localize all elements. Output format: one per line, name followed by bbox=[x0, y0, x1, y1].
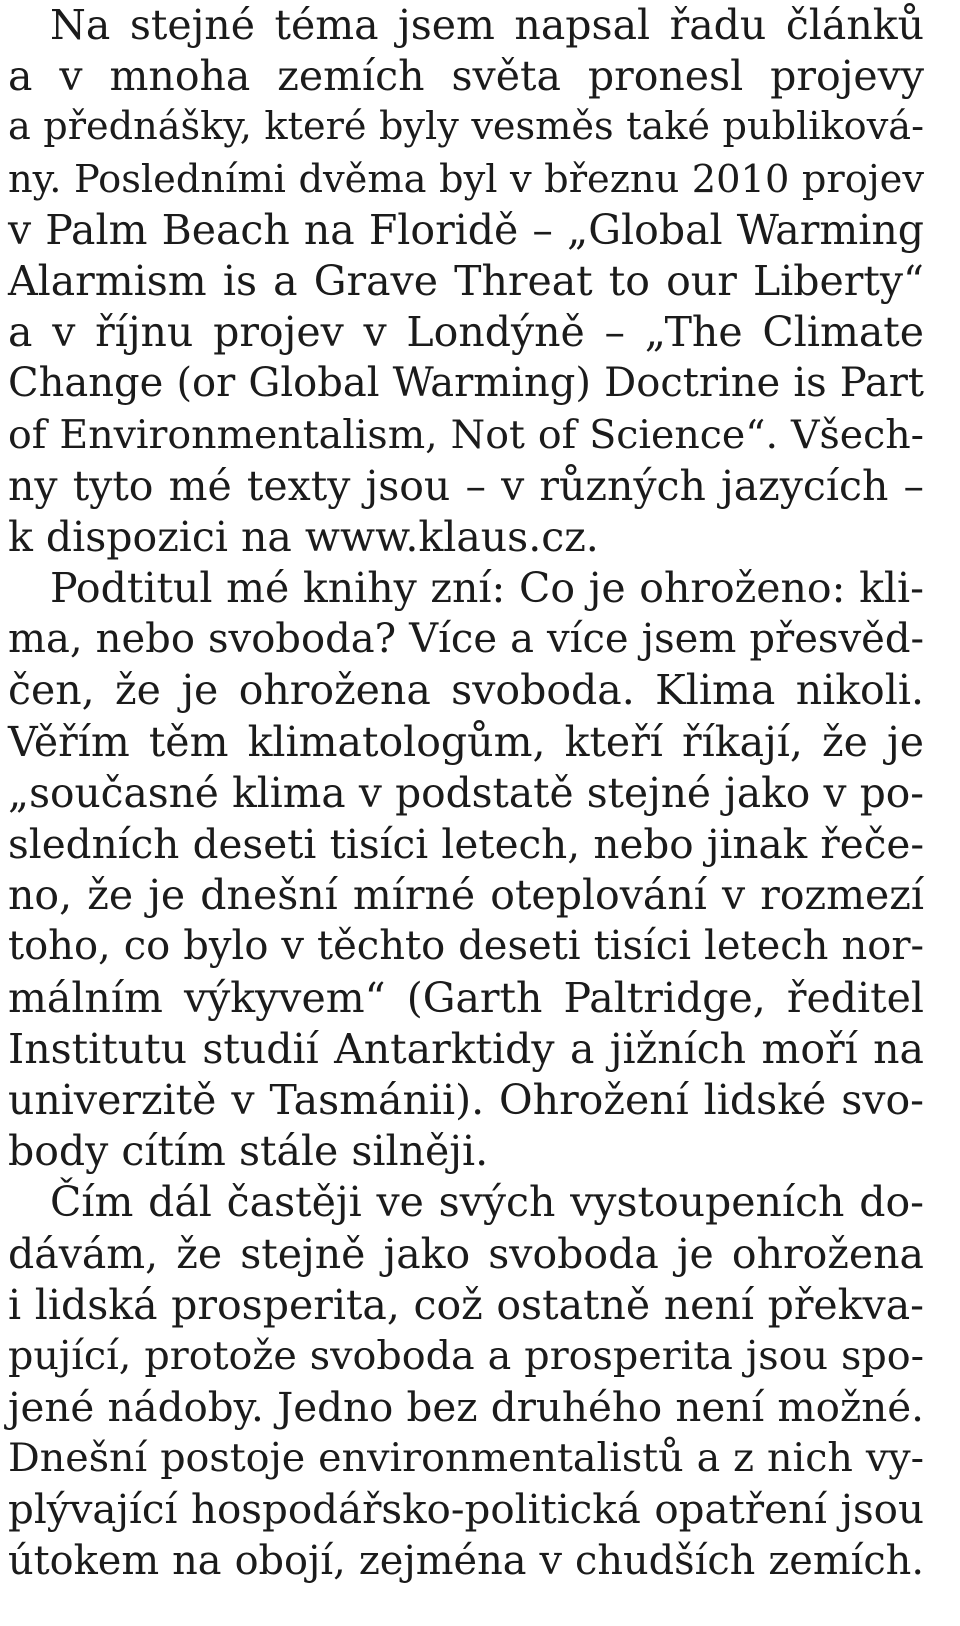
text-line: jené nádoby. Jedno bez druhého není možné. bbox=[8, 1384, 924, 1432]
text-line: dávám, že stejně jako svoboda je ohrožena bbox=[8, 1229, 924, 1278]
text-line: v Palm Beach na Floridě – „Global Warming bbox=[8, 205, 924, 254]
text-line: ny. Posledními dvěma byl v březnu 2010 projev bbox=[8, 156, 924, 202]
text-line: Věřím těm klimatologům, kteří říkají, že je bbox=[8, 717, 924, 766]
text-line: Na stejné téma jsem napsal řadu článků bbox=[50, 1, 924, 49]
text-line: sledních deseti tisíci letech, nebo jinak řeče- bbox=[8, 820, 924, 868]
text-line: k dispozici na www.klaus.cz. bbox=[8, 512, 599, 561]
text-line: málním výkyvem“ (Garth Paltridge, ředitel bbox=[8, 973, 924, 1022]
text-line: univerzitě v Tasmánii). Ohrožení lidské svo- bbox=[8, 1075, 924, 1124]
text-line: útokem na obojí, zejména v chudších zemích. bbox=[8, 1537, 924, 1584]
paragraph-3 bbox=[8, 1177, 924, 1587]
text-line: pující, protože svoboda a prosperita jsou spo- bbox=[8, 1332, 924, 1379]
text-line: Alarmism is a Grave Threat to our Liberty“ bbox=[8, 256, 924, 305]
text-line: plývající hospodářsko-politická opatření jsou bbox=[8, 1486, 924, 1534]
text-line: body cítím stále silněji. bbox=[8, 1127, 489, 1176]
text-line: no, že je dnešní mírné oteplování v rozmezí bbox=[8, 871, 924, 920]
text-line: ny tyto mé texty jsou – v různých jazycích – bbox=[8, 461, 924, 510]
text-line: a přednášky, které byly vesměs také publiková- bbox=[8, 105, 924, 150]
paragraph-1 bbox=[8, 0, 924, 563]
text-line: Institutu studií Antarktidy a jižních moří na bbox=[8, 1024, 924, 1073]
text-line: „současné klima v podstatě stejné jako v po- bbox=[8, 768, 924, 817]
text-line: of Environmentalism, Not of Science“. Všech- bbox=[8, 411, 924, 458]
text-line: a v říjnu projev v Londýně – „The Climate bbox=[8, 308, 924, 357]
text-line: Change (or Global Warming) Doctrine is Part bbox=[8, 360, 924, 407]
text-line: Dnešní postoje environmentalistů a z nich vy- bbox=[8, 1435, 924, 1482]
text-line: ma, nebo svoboda? Více a více jsem přesvěd- bbox=[8, 616, 924, 663]
text-line: Podtitul mé knihy zní: Co je ohroženo: kli- bbox=[50, 564, 924, 613]
text-line: i lidská prosperita, což ostatně není překva- bbox=[8, 1280, 924, 1329]
text-line: a v mnoha zemích světa pronesl projevy bbox=[8, 52, 924, 101]
document-page bbox=[8, 0, 924, 1587]
text-line: čen, že je ohrožena svoboda. Klima nikoli. bbox=[8, 666, 924, 715]
paragraph-2 bbox=[8, 563, 924, 1177]
text-line: toho, co bylo v těchto deseti tisíci letech nor- bbox=[8, 923, 924, 970]
text-line: Čím dál častěji ve svých vystoupeních do- bbox=[50, 1178, 924, 1227]
